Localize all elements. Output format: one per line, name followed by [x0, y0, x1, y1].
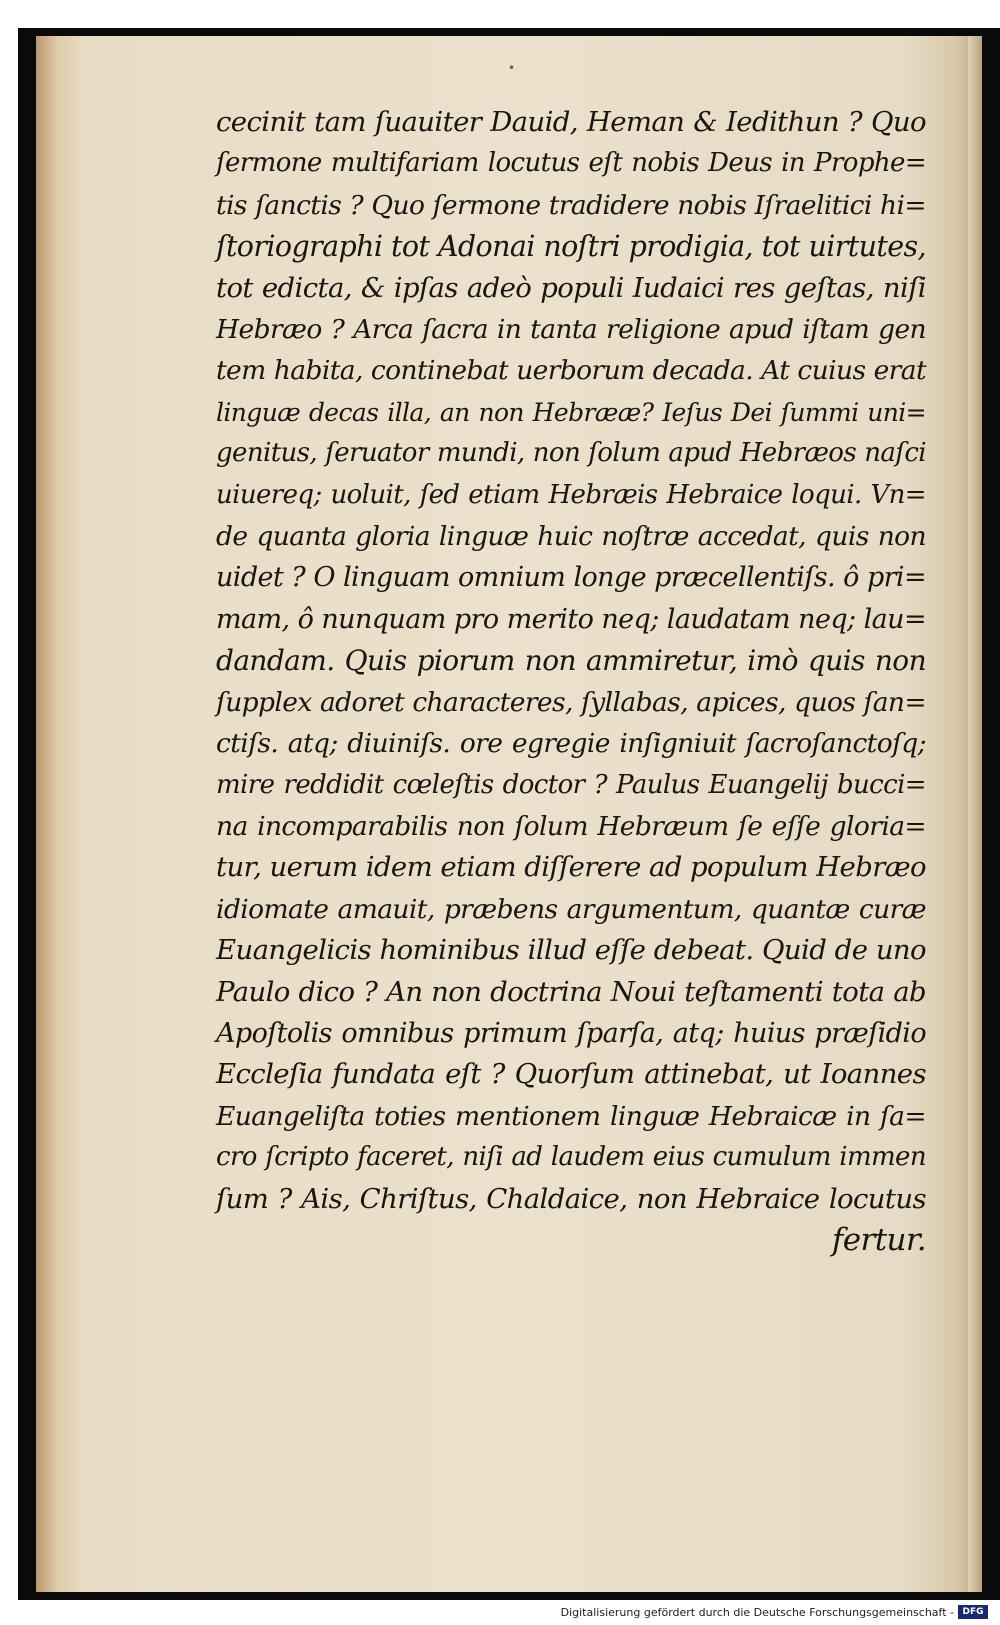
text-line: ſermone multifariam locutus eſt nobis Deus in Prophe= [216, 148, 926, 179]
text-line: ſupplex adoret characteres, ſyllabas, apices, quos ſan= [216, 686, 926, 718]
text-line: uidet ? O linguam omnium longe præcellentiſs. ô pri= [216, 562, 926, 594]
text-line: Euangelicis hominibus illud eſſe debeat. Quid de uno [216, 934, 926, 967]
text-line: Euangeliſta toties mentionem linguæ Hebraicæ in ſa= [216, 1100, 926, 1132]
text-line: Eccleſia fundata eſt ? Quorſum attinebat, ut Ioannes [216, 1058, 926, 1091]
text-line: Apoſtolis omnibus primum ſparſa, atq; huius præſidio [216, 1017, 926, 1049]
text-line: de quanta gloria linguæ huic noſtræ accedat, quis non [216, 521, 926, 553]
text-line: mam, ô nunquam pro merito neq; laudatam neq; lau= [216, 603, 926, 635]
text-line: tot edicta, & ipſas adeò populi Iudaici res geſtas, niſi [216, 271, 926, 304]
text-line: tis ſanctis ? Quo ſermone tradidere nobis Iſraelitici hi= [216, 189, 926, 221]
text-line: cecinit tam ſuauiter Dauid, Heman & Iedithun ? Quo [216, 106, 926, 138]
text-line: ctiſs. atq; diuiniſs. ore egregie inſigniuit ſacroſanctoſq; [216, 728, 926, 760]
signature-mark: • [508, 61, 516, 75]
book-page [36, 36, 982, 1592]
text-line: cro ſcripto faceret, niſi ad laudem eius cumulum immen [216, 1142, 926, 1173]
text-line: mire reddidit cœleſtis doctor ? Paulus Euangelij bucci= [216, 769, 926, 800]
funding-credit: Digitalisierung gefördert durch die Deutsche Forschungsgemeinschaft - [560, 1606, 954, 1619]
page-binding-edge [36, 36, 58, 1592]
page-text [216, 102, 926, 1261]
text-line: linguæ decas illa, an non Hebrææ? Ieſus Dei ſummi uni= [216, 397, 926, 427]
text-line: tem habita, continebat uerborum decada. At cuius erat [216, 355, 926, 387]
text-line: genitus, ſeruator mundi, non ſolum apud Hebræos naſci [216, 438, 926, 469]
text-line: uiuereq; uoluit, ſed etiam Hebræis Hebraice loqui. Vn= [216, 479, 926, 510]
scan-frame [18, 28, 1000, 1600]
text-line: dandam. Quis piorum non ammiretur, imò quis non [216, 644, 926, 678]
page-outer-edge [968, 36, 982, 1592]
dfg-logo: DFG [958, 1605, 988, 1619]
text-line: ſtoriographi tot Adonai noſtri prodigia, tot uirtutes, [216, 230, 926, 264]
text-line: Hebræo ? Arca ſacra in tanta religione apud iſtam gen [216, 314, 926, 346]
text-line: ſum ? Ais, Chriſtus, Chaldaice, non Hebraice locutus [216, 1182, 926, 1215]
text-line: Paulo dico ? An non doctrina Noui teſtamenti tota ab [216, 975, 926, 1008]
catchword: fertur. [831, 1221, 926, 1258]
text-line: idiomate amauit, præbens argumentum, quantæ curæ [216, 893, 926, 925]
text-line: na incomparabilis non ſolum Hebræum ſe eſſe gloria= [216, 810, 926, 842]
text-line: tur, uerum idem etiam diſſerere ad populum Hebræo [216, 851, 926, 884]
digitization-footer [0, 1602, 1000, 1625]
